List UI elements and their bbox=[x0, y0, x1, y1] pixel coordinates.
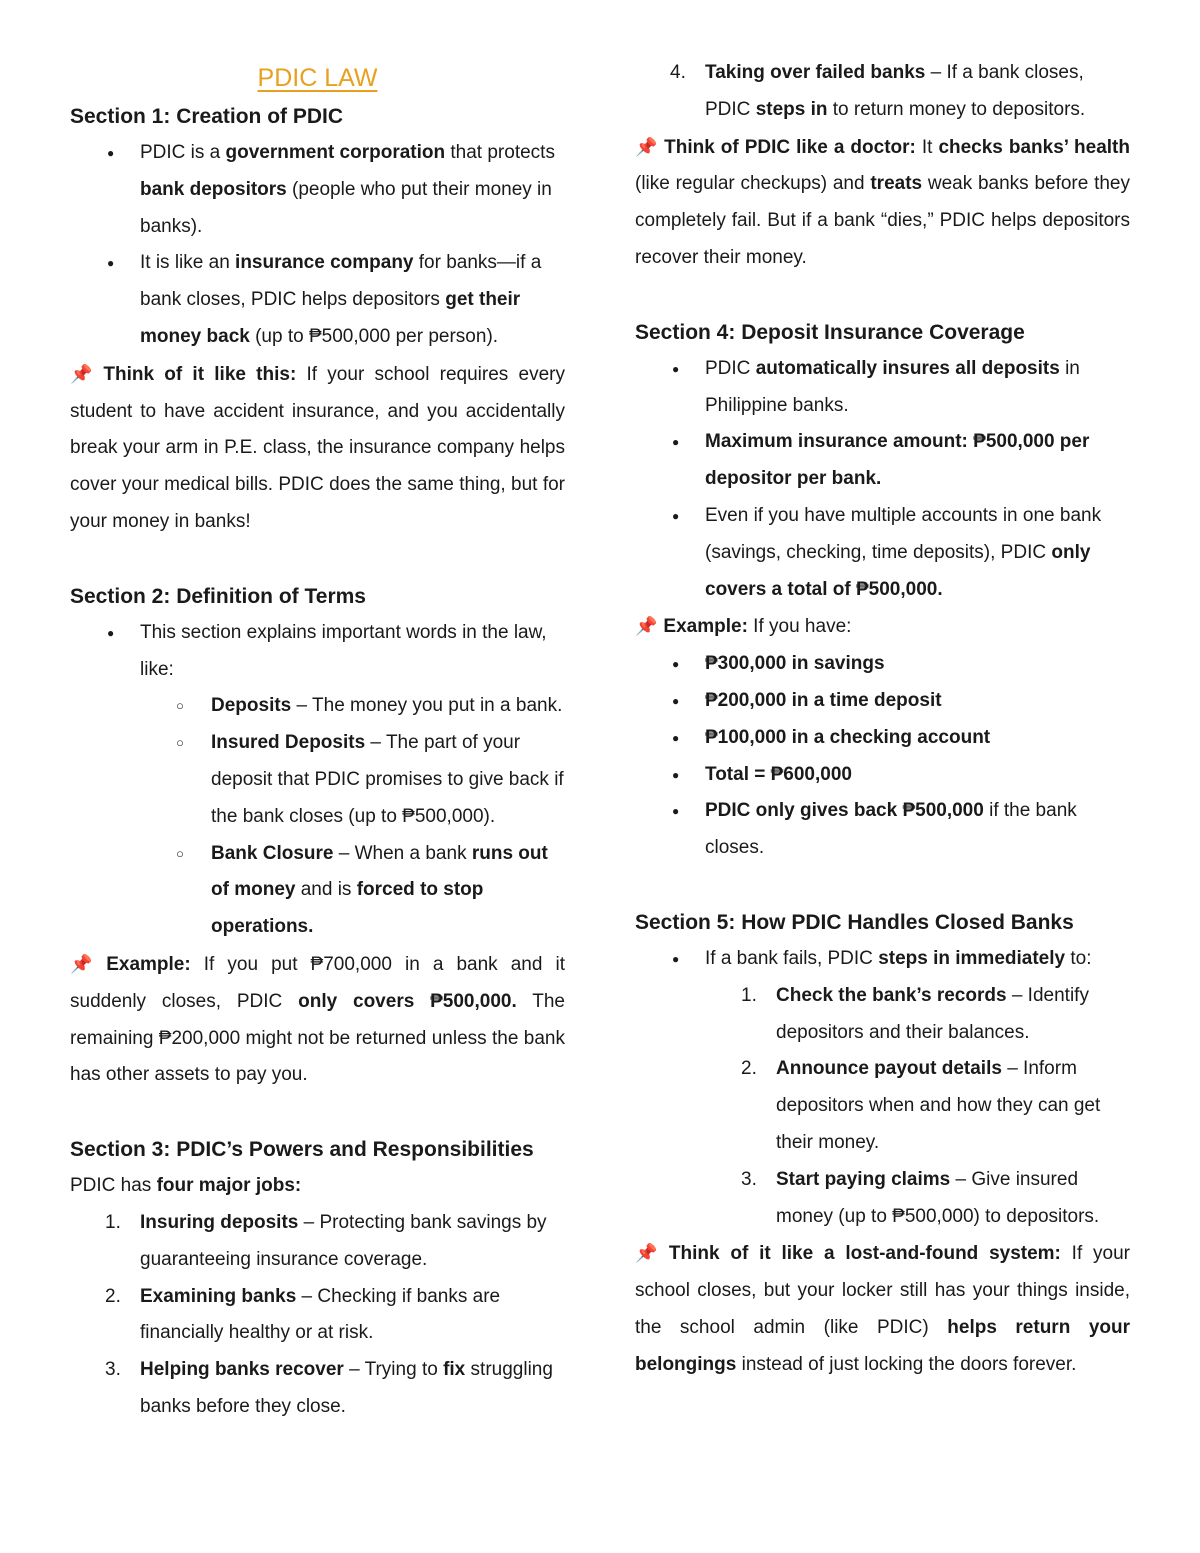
list-item: ● ₱200,000 in a time deposit bbox=[635, 683, 1130, 720]
list-item: ● ₱100,000 in a checking account bbox=[635, 720, 1130, 757]
section-5-list bbox=[635, 941, 1130, 1235]
list-item: 3. Helping banks recover – Trying to fix struggling banks before they close. bbox=[105, 1359, 553, 1417]
section-5-tip: 📌 Think of it like a lost-and-found system: If your school closes, but your locker still has your things inside, the school admin (like PDIC) helps return your belongings instead of just locking the doors forever. bbox=[635, 1243, 1131, 1375]
pushpin-icon: 📌 bbox=[635, 616, 658, 637]
list-item: ○ Bank Closure – When a bank runs out of money and is forced to stop operations. bbox=[70, 836, 565, 946]
list-item: 2. Announce payout details – Inform depositors when and how they can get their money. bbox=[741, 1058, 1101, 1153]
document-title: PDIC LAW bbox=[257, 64, 378, 92]
left-column bbox=[70, 0, 565, 1426]
section-2-example: 📌 Example: If you put ₱700,000 in a bank and it suddenly closes, PDIC only covers ₱500,000. The remaining ₱200,000 might not be returned unless the bank has other assets to pay you. bbox=[70, 953, 565, 1086]
pushpin-icon: 📌 bbox=[70, 953, 101, 974]
example-list bbox=[635, 646, 1130, 867]
list-item: ● Maximum insurance amount: ₱500,000 per depositor per bank. bbox=[635, 424, 1130, 498]
section-4-list bbox=[635, 351, 1130, 609]
list-item: ● PDIC is a government corporation that protects bank depositors (people who put their money in banks). bbox=[70, 135, 565, 245]
list-item: ● It is like an insurance company for banks—if a bank closes, PDIC helps depositors get their money back (up to ₱500,000 per person). bbox=[70, 245, 565, 355]
right-column bbox=[635, 55, 1130, 1384]
jobs-list bbox=[70, 1205, 565, 1426]
list-item: 1. Insuring deposits – Protecting bank savings by guaranteeing insurance coverage. bbox=[105, 1211, 547, 1270]
list-item: ● Total = ₱600,000 bbox=[635, 757, 1130, 794]
section-4-example: 📌 Example: If you have: bbox=[635, 616, 852, 638]
steps-list bbox=[635, 978, 1130, 1236]
list-item: ● This section explains important words in the law, like: ○ Deposits – The money you put in a bank. ○ Insured Deposits – The part of your deposit that PDIC promises to give back if the bank closes (up to ₱500,000). ○ Bank Closure – When a bank runs out of money and is forced to stop operations. bbox=[70, 615, 565, 946]
section-2-heading: Section 2: Definition of Terms bbox=[70, 584, 366, 608]
list-item: ● PDIC automatically insures all deposits in Philippine banks. bbox=[635, 351, 1130, 425]
section-3-intro: PDIC has four major jobs: bbox=[70, 1175, 302, 1197]
section-2-list bbox=[70, 615, 565, 946]
jobs-list-continued bbox=[635, 55, 1130, 129]
list-item: ○ Deposits – The money you put in a bank. bbox=[70, 688, 565, 725]
section-4-heading: Section 4: Deposit Insurance Coverage bbox=[635, 320, 1025, 344]
section-1-heading: Section 1: Creation of PDIC bbox=[70, 105, 344, 128]
list-item: ● ₱300,000 in savings bbox=[635, 646, 1130, 683]
list-item: ● Even if you have multiple accounts in one bank (savings, checking, time deposits), PDIC only covers a total of ₱500,000. bbox=[635, 498, 1130, 608]
list-item: ● PDIC only gives back ₱500,000 if the bank closes. bbox=[635, 793, 1130, 867]
list-item: 1. Check the bank’s records – Identify depositors and their balances. bbox=[741, 984, 1089, 1043]
pushpin-icon: 📌 bbox=[635, 1243, 663, 1264]
list-item: 2. Examining banks – Checking if banks are financially healthy or at risk. bbox=[105, 1285, 501, 1344]
list-item: 3. Start paying claims – Give insured money (up to ₱500,000) to depositors. bbox=[741, 1168, 1100, 1227]
terms-list bbox=[70, 688, 565, 946]
section-1-list bbox=[70, 135, 565, 356]
section-3-heading: Section 3: PDIC’s Powers and Responsibilities bbox=[70, 1138, 534, 1162]
list-item: 4. Taking over failed banks – If a bank closes, PDIC steps in to return money to depositors. bbox=[670, 62, 1086, 120]
list-item: ● If a bank fails, PDIC steps in immediately to: 1. Check the bank’s records – Identify depositors and their balances. 2. Announce payout details – Inform depositors when and how they can get their money. 3. Start paying claims – Give insured money (up to ₱500,000) to depositors. bbox=[635, 941, 1130, 1235]
pushpin-icon: 📌 bbox=[70, 363, 98, 384]
section-1-tip: 📌 Think of it like this: If your school requires every student to have accident insurance, and you accidentally break your arm in P.E. class, the insurance company helps cover your medical bills. PDIC does the same thing, but for your money in banks! bbox=[70, 363, 565, 532]
pushpin-icon: 📌 bbox=[635, 136, 659, 157]
list-item: ○ Insured Deposits – The part of your deposit that PDIC promises to give back if the bank closes (up to ₱500,000). bbox=[70, 725, 565, 835]
section-3-tip: 📌 Think of PDIC like a doctor: It checks banks’ health (like regular checkups) and treats weak banks before they completely fail. But if a bank “dies,” PDIC helps depositors recover their money. bbox=[635, 136, 1130, 268]
section-5-heading: Section 5: How PDIC Handles Closed Banks bbox=[635, 910, 1074, 934]
